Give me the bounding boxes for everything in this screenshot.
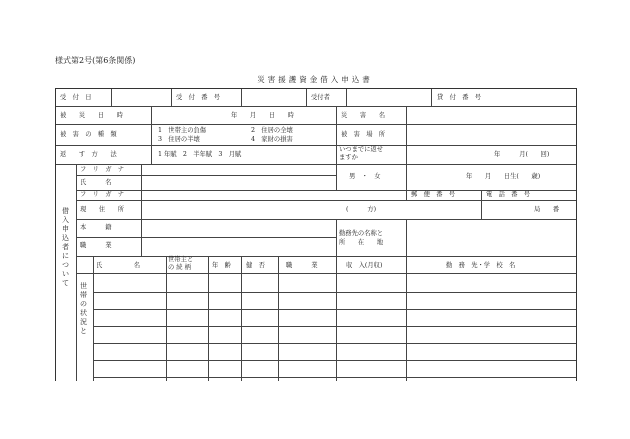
disaster-name-label: 災 害 名 (341, 112, 386, 119)
col-divider (166, 256, 167, 381)
damage-option-total-collapse[interactable]: 2 住居の全壊 (251, 127, 293, 134)
row-divider (56, 145, 576, 146)
col-divider (241, 256, 242, 381)
accept-date-label: 受 付 日 (60, 94, 92, 101)
repay-until-label: いつまでに返せ (339, 146, 384, 153)
repay-until-field[interactable]: 年 月( 回) (494, 151, 550, 158)
birthdate-field[interactable]: 年 月 日生( 歳) (466, 173, 541, 180)
row-divider (76, 256, 576, 257)
damage-option-injury[interactable]: 1 世帯主の負傷 (158, 127, 207, 134)
disaster-name-field[interactable] (407, 107, 575, 123)
phone-exchange-field[interactable]: 局 番 (534, 206, 560, 213)
household-col-relation-2: の 続 柄 (168, 264, 191, 271)
acceptor-label: 受付者 (311, 94, 330, 101)
acceptor-field[interactable] (347, 90, 430, 105)
col-divider (151, 106, 152, 164)
page-title: 災害援護資金借入申込書 (257, 75, 373, 84)
row-divider (76, 200, 576, 201)
repay-method-label: 返 す 方 法 (60, 151, 117, 158)
furigana-label: フ リ ガ ナ (80, 166, 125, 173)
name-field[interactable] (142, 165, 335, 189)
damage-option-household-goods[interactable]: 4 家財の損害 (251, 136, 293, 143)
disaster-date-label: 被 災 日 時 (60, 112, 123, 119)
accept-date-field[interactable] (112, 90, 170, 105)
address-label: 現 住 所 (80, 206, 125, 213)
col-divider (406, 164, 407, 190)
col-divider (306, 89, 307, 106)
workplace-field[interactable] (407, 220, 575, 255)
domicile-label: 本 籍 (80, 224, 112, 231)
col-divider (406, 190, 407, 200)
household-col-age: 年 齢 (212, 262, 231, 269)
col-divider (336, 256, 337, 381)
accept-number-label: 受 付 番 号 (176, 94, 221, 101)
household-col-job: 職 業 (286, 262, 318, 269)
col-divider (76, 164, 77, 381)
col-divider (278, 256, 279, 381)
col-divider (481, 190, 482, 219)
damage-option-half-collapse[interactable]: 3 住居の半壊 (158, 136, 200, 143)
loan-number-label: 貸 付 番 号 (437, 94, 482, 101)
postal-code-label: 郵 便 番 号 (411, 191, 456, 198)
gender-selector[interactable]: 男 ・ 女 (349, 173, 381, 180)
phone-label: 電 話 番 号 (486, 191, 531, 198)
repay-method-options[interactable]: 1 年賦 2 半年賦 3 月賦 (158, 151, 242, 158)
workplace-label: 勤務先の名称と (339, 230, 384, 237)
repay-until-label-2: ますか (339, 154, 358, 161)
furigana2-label: フ リ ガ ナ (80, 191, 125, 198)
col-divider (171, 89, 172, 106)
occupation-field[interactable] (142, 238, 335, 255)
workplace-label-2: 所 在 地 (339, 239, 384, 246)
address-care-of[interactable]: ( 方) (346, 206, 377, 213)
occupation-label: 職 業 (80, 242, 112, 249)
col-divider (93, 256, 94, 381)
col-divider (336, 106, 337, 164)
col-divider (406, 256, 407, 381)
household-col-name: 氏 名 (96, 262, 141, 269)
col-divider (431, 89, 432, 106)
damage-place-label: 被 害 場 所 (341, 131, 386, 138)
col-divider (336, 164, 337, 190)
accept-number-field[interactable] (242, 90, 305, 105)
damage-type-label: 被 害 の 種 類 (60, 131, 117, 138)
disaster-datetime-field[interactable]: 年 月 日 時 (231, 112, 294, 119)
col-divider (208, 256, 209, 381)
applicant-section-label: 借入申込者について (62, 207, 69, 287)
household-col-income: 収 入(月収) (346, 262, 383, 269)
application-form-table (55, 88, 577, 381)
household-col-workplace: 勤 務 先・学 校 名 (446, 262, 516, 269)
household-section-label: 世帯の状況と (80, 282, 87, 335)
domicile-field[interactable] (142, 220, 335, 236)
col-divider (336, 219, 337, 256)
household-col-relation: 世帯主と (168, 256, 194, 263)
name-label: 氏 名 (80, 179, 112, 186)
household-col-health: 健 否 (246, 262, 265, 269)
damage-place-field[interactable] (407, 125, 575, 144)
row-divider (76, 273, 576, 274)
form-style-number: 様式第2号(第6条関係) (55, 56, 136, 65)
